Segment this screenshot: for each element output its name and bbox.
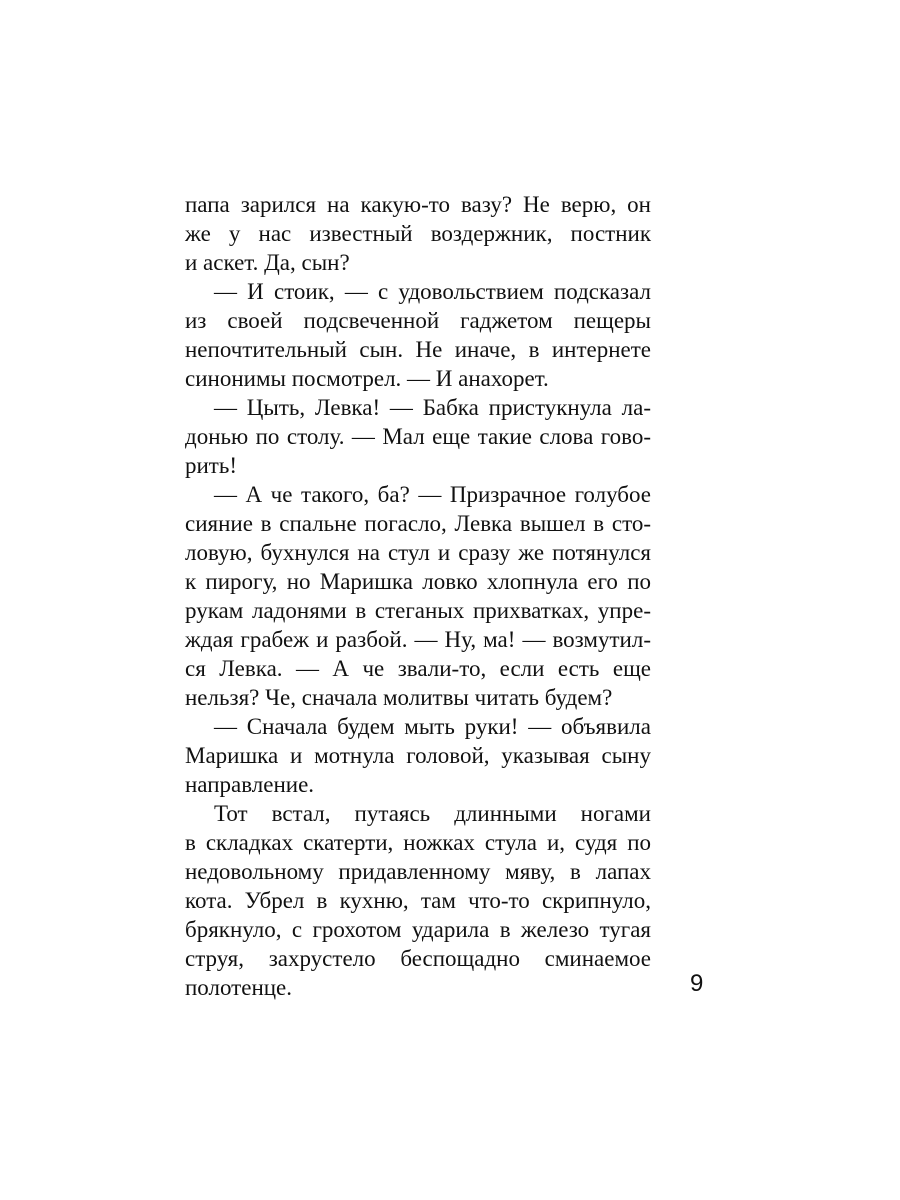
- page-number: 9: [690, 970, 704, 997]
- text-line: и аскет. Да, сын?: [185, 250, 350, 275]
- text-line: ловую, бухнулся на стул и сразу же потянулся: [185, 540, 651, 565]
- text-line: — А че такого, ба? — Призрачное голубое: [214, 482, 651, 507]
- text-line: же у нас известный воздержник, постник: [185, 221, 651, 246]
- body-text: [185, 190, 651, 1002]
- text-line: недовольному придавленному мяву, в лапах: [185, 859, 651, 884]
- text-line: в складках скатерти, ножках стула и, судя по: [185, 830, 651, 855]
- text-line: — Сначала будем мыть руки! — объявила: [214, 714, 651, 739]
- text-line: полотенце.: [185, 975, 293, 1000]
- text-line: брякнуло, с грохотом ударила в железо тугая: [185, 917, 651, 942]
- text-line: кота. Убрел в кухню, там что-то скрипнуло,: [185, 888, 651, 913]
- text-line: Тот встал, путаясь длинными ногами: [214, 801, 651, 826]
- text-line: ся Левка. — А че звали-то, если есть еще: [185, 656, 651, 681]
- text-line: рить!: [185, 453, 238, 478]
- text-line: к пирогу, но Маришка ловко хлопнула его по: [185, 569, 651, 594]
- text-line: Маришка и мотнула головой, указывая сыну: [185, 743, 651, 768]
- text-line: синонимы посмотрел. — И анахорет.: [185, 366, 549, 391]
- text-line: из своей подсвеченной гаджетом пещеры: [185, 308, 651, 333]
- text-line: — И стоик, — с удовольствием подсказал: [214, 279, 651, 304]
- text-line: папа зарился на какую-то вазу? Не верю, он: [185, 192, 651, 217]
- text-line: рукам ладонями в стеганых прихватках, упре-: [185, 598, 651, 623]
- text-line: нельзя? Че, сначала молитвы читать будем?: [185, 685, 613, 710]
- text-line: донью по столу. — Мал еще такие слова гово-: [185, 424, 651, 449]
- text-line: сияние в спальне погасло, Левка вышел в сто-: [185, 511, 651, 536]
- text-line: направление.: [185, 772, 315, 797]
- text-line: струя, захрустело беспощадно сминаемое: [185, 946, 651, 971]
- text-line: ждая грабеж и разбой. — Ну, ма! — возмутил-: [185, 627, 651, 652]
- text-line: непочтительный сын. Не иначе, в интернете: [185, 337, 651, 362]
- text-line: — Цыть, Левка! — Бабка пристукнула ла-: [214, 395, 651, 420]
